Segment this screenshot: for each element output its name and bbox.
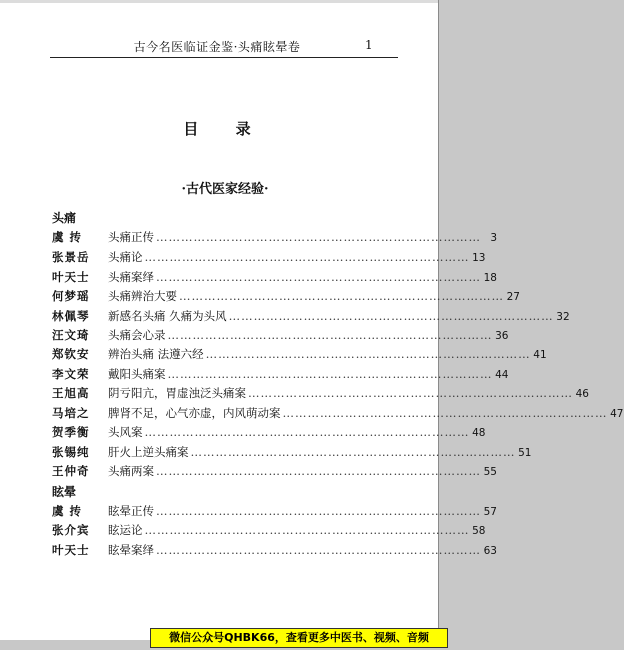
toc-entry[interactable] [52, 366, 509, 384]
dot-leader: …………………………………………………………………… [228, 309, 554, 323]
dot-leader: …………………………………………………………………… [190, 445, 516, 459]
dot-leader: …………………………………………………………………… [144, 250, 470, 264]
toc-title-text: 头痛两案 [108, 464, 154, 478]
wechat-promo-banner: 微信公众号QHBK66，查看更多中医书、视频、音频 [150, 628, 448, 648]
toc-entry[interactable] [52, 444, 532, 462]
toc-entry[interactable] [52, 463, 497, 481]
toc-author: 李文荣 [52, 367, 90, 381]
toc-author: 叶天士 [52, 270, 90, 284]
toc-author: 王旭高 [52, 386, 90, 400]
toc-page-number: 18 [483, 272, 497, 284]
toc-author: 叶天士 [52, 543, 90, 557]
toc-author: 虞 抟 [52, 230, 83, 244]
toc-title-text: 头痛会心录 [108, 328, 166, 342]
dot-leader: …………………………………………………………………… [156, 270, 481, 284]
toc-entry[interactable] [52, 542, 497, 560]
page-top-edge [0, 0, 438, 3]
toc-author: 马培之 [52, 406, 90, 420]
toc-author: 张介宾 [52, 523, 90, 537]
toc-title-text: 阴亏阳亢，胃虚浊泛头痛案 [108, 386, 246, 400]
page-number: 1 [365, 38, 373, 52]
toc-title-text: 头痛正传 [108, 230, 154, 244]
dot-leader: …………………………………………………………………… [156, 464, 481, 478]
dot-leader: …………………………………………………………………… [156, 230, 481, 244]
toc-title-text: 头风案 [108, 425, 143, 439]
toc-title-text: 辨治头痛 法遵六经 [108, 347, 204, 361]
toc-author: 虞 抟 [52, 504, 83, 518]
toc-page-number: 32 [556, 311, 570, 323]
toc-entry[interactable] [52, 522, 486, 540]
dot-leader: …………………………………………………………………… [205, 347, 531, 361]
toc-author: 张景岳 [52, 250, 90, 264]
toc-page-number: 55 [483, 466, 497, 478]
dot-leader: …………………………………………………………………… [144, 425, 470, 439]
toc-author: 王仲奇 [52, 464, 90, 478]
toc-title-text: 头痛论 [108, 250, 143, 264]
toc-page-number: 57 [483, 506, 497, 518]
toc-entry[interactable] [52, 229, 497, 247]
toc-page-number: 51 [518, 447, 532, 459]
running-header-title: 古今名医临证金鉴·头痛眩晕卷 [133, 40, 301, 54]
dot-leader: …………………………………………………………………… [167, 367, 493, 381]
toc-title-text: 眩运论 [108, 523, 143, 537]
toc-page-number: 44 [495, 369, 509, 381]
toc-title-text: 脾肾不足，心气亦虚，内风萌动案 [108, 406, 281, 420]
toc-entry[interactable] [52, 308, 570, 326]
toc-page-number: 27 [506, 291, 520, 303]
toc-title-text: 头痛案绎 [108, 270, 154, 284]
toc-title-text: 肝火上逆头痛案 [108, 445, 189, 459]
toc-title-text: 眩晕正传 [108, 504, 154, 518]
dot-leader: …………………………………………………………………… [156, 504, 481, 518]
dot-leader: …………………………………………………………………… [156, 543, 481, 557]
toc-entry[interactable] [52, 385, 589, 403]
toc-author: 郑钦安 [52, 347, 90, 361]
toc-author: 何梦瑶 [52, 289, 90, 303]
category-heading-vertigo: 眩晕 [52, 485, 77, 499]
toc-title-text: 眩晕案绎 [108, 543, 154, 557]
section-heading: ·古代医家经验· [181, 182, 269, 197]
dot-leader: …………………………………………………………………… [167, 328, 493, 342]
header-rule [50, 57, 398, 58]
toc-page-number: 58 [472, 525, 486, 537]
toc-page-number: 41 [533, 349, 547, 361]
toc-page-number: 36 [495, 330, 509, 342]
toc-entry[interactable] [52, 503, 497, 521]
toc-title: 目 录 [183, 120, 267, 138]
toc-entry[interactable] [52, 269, 497, 287]
toc-page-number: 13 [472, 252, 486, 264]
toc-title-text: 头痛辨治大要 [108, 289, 177, 303]
toc-page-number: 47 [610, 408, 624, 420]
toc-title-text: 新感名头痛 久痛为头风 [108, 309, 227, 323]
toc-entry[interactable] [52, 346, 547, 364]
toc-title-text: 戴阳头痛案 [108, 367, 166, 381]
toc-entry[interactable] [52, 249, 486, 267]
toc-page-number: 48 [472, 427, 486, 439]
category-heading-headache: 头痛 [52, 211, 77, 225]
toc-author: 贺季衡 [52, 425, 90, 439]
toc-author: 张锡纯 [52, 445, 90, 459]
toc-entry[interactable] [52, 424, 486, 442]
toc-author: 林佩琴 [52, 309, 90, 323]
toc-page-number: 63 [483, 545, 497, 557]
dot-leader: …………………………………………………………………… [179, 289, 504, 303]
dot-leader: …………………………………………………………………… [282, 406, 608, 420]
toc-entry[interactable] [52, 405, 624, 423]
dot-leader: …………………………………………………………………… [248, 386, 573, 400]
toc-page-number: 46 [575, 388, 589, 400]
toc-page-number: 3 [490, 232, 497, 244]
toc-entry[interactable] [52, 288, 520, 306]
dot-leader: …………………………………………………………………… [144, 523, 470, 537]
toc-author: 汪文琦 [52, 328, 90, 342]
toc-entry[interactable] [52, 327, 509, 345]
